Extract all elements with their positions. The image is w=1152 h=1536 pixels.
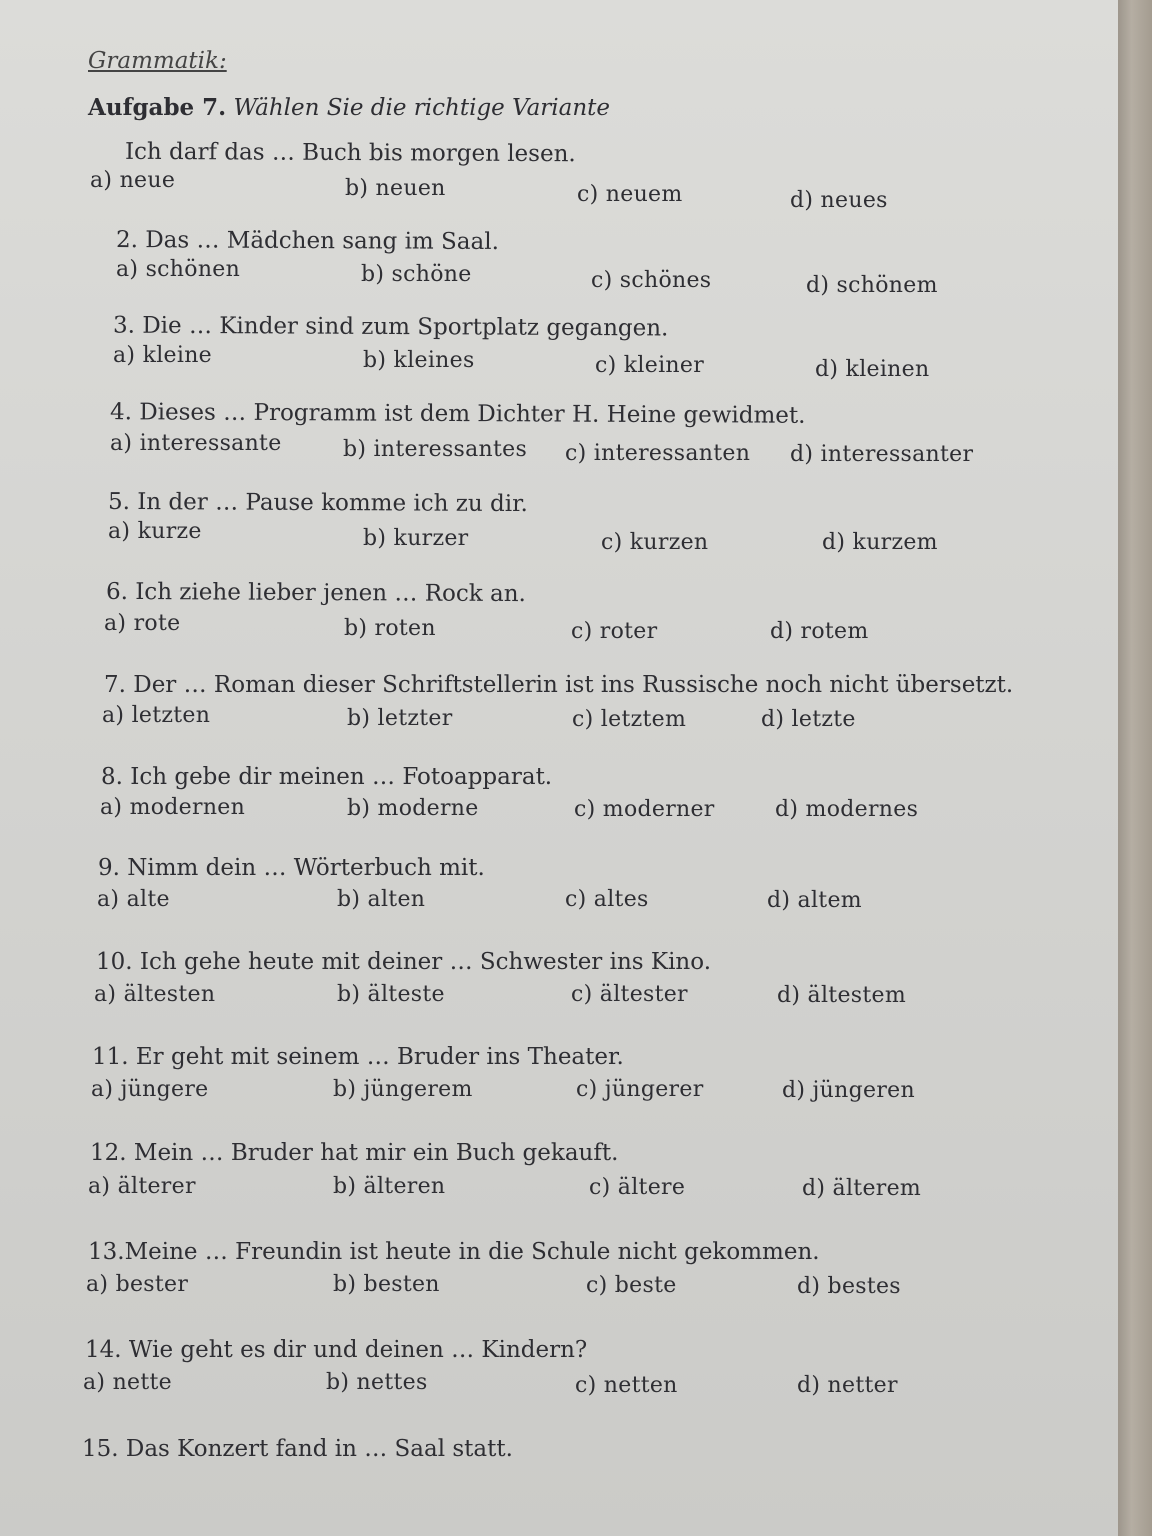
option-c: c) ältester xyxy=(571,982,688,1007)
option-d: d) kleinen xyxy=(815,357,930,382)
option-c: c) schönes xyxy=(591,268,712,293)
question-text: 13.Meine … Freundin ist heute in die Schule nicht gekommen. xyxy=(88,1239,820,1265)
option-c: c) neuem xyxy=(577,182,683,207)
option-c: c) letztem xyxy=(572,707,687,732)
option-b: b) besten xyxy=(333,1272,440,1297)
question-text: 7. Der … Roman dieser Schriftstellerin ist ins Russische noch nicht übersetzt. xyxy=(104,672,1014,698)
section-heading: Grammatik: xyxy=(88,48,227,74)
option-a: a) letzten xyxy=(102,703,211,728)
option-a: a) schönen xyxy=(116,257,241,282)
option-c: c) beste xyxy=(586,1273,677,1298)
option-a: a) modernen xyxy=(100,795,246,820)
option-c: c) netten xyxy=(575,1373,678,1398)
option-a: a) jüngere xyxy=(91,1077,209,1102)
option-a: a) nette xyxy=(83,1370,172,1395)
option-b: b) jüngerem xyxy=(333,1077,473,1102)
option-a: a) kleine xyxy=(113,343,213,368)
option-d: d) interessanter xyxy=(790,442,974,467)
option-d: d) rotem xyxy=(770,619,869,644)
option-b: b) kleines xyxy=(363,348,475,373)
task-title xyxy=(88,94,610,121)
option-c: c) kleiner xyxy=(595,353,705,378)
option-b: b) nettes xyxy=(326,1370,428,1395)
option-a: a) ältesten xyxy=(94,982,216,1007)
option-b: b) roten xyxy=(344,616,436,641)
option-b: b) neuen xyxy=(345,176,446,201)
option-d: d) netter xyxy=(797,1373,898,1398)
option-b: b) älteste xyxy=(337,982,445,1007)
option-d: d) bestes xyxy=(797,1274,901,1299)
option-a: a) bester xyxy=(86,1272,189,1297)
task-number: Aufgabe 7. xyxy=(88,94,227,121)
option-c: c) moderner xyxy=(574,797,715,822)
question-text: 6. Ich ziehe lieber jenen … Rock an. xyxy=(105,578,526,608)
question-text: Ich darf das … Buch bis morgen lesen. xyxy=(124,138,576,168)
option-b: b) kurzer xyxy=(363,526,469,551)
background-surface xyxy=(1118,0,1152,1536)
question-text: 12. Mein … Bruder hat mir ein Buch gekauft. xyxy=(90,1140,619,1166)
option-b: b) letzter xyxy=(347,706,453,731)
option-d: d) letzte xyxy=(761,707,856,732)
option-a: a) neue xyxy=(90,168,176,193)
option-a: a) alte xyxy=(97,887,170,912)
question-text: 14. Wie geht es dir und deinen … Kindern? xyxy=(85,1337,588,1363)
question-text: 8. Ich gebe dir meinen … Fotoapparat. xyxy=(101,764,553,790)
option-c: c) altes xyxy=(565,887,649,912)
option-d: d) altem xyxy=(767,888,862,913)
question-text: 11. Er geht mit seinem … Bruder ins Theater. xyxy=(92,1044,624,1070)
option-b: b) alten xyxy=(337,887,426,912)
option-b: b) interessantes xyxy=(343,437,528,462)
question-text: 9. Nimm dein … Wörterbuch mit. xyxy=(98,855,485,881)
option-b: b) schöne xyxy=(361,262,472,287)
option-c: c) roter xyxy=(571,619,658,644)
option-a: a) rote xyxy=(104,611,181,636)
question-text: 5. In der … Pause komme ich zu dir. xyxy=(107,488,528,518)
task-instruction: Wählen Sie die richtige Variante xyxy=(233,95,611,121)
question-text: 2. Das … Mädchen sang im Saal. xyxy=(115,226,500,256)
option-d: d) schönem xyxy=(806,273,938,298)
question-text: 15. Das Konzert fand in … Saal statt. xyxy=(82,1436,513,1462)
option-d: d) neues xyxy=(790,188,888,213)
option-a: a) kurze xyxy=(108,519,202,544)
option-d: d) jüngeren xyxy=(782,1078,915,1103)
option-d: d) modernes xyxy=(775,797,919,822)
option-d: d) ältestem xyxy=(777,983,906,1008)
question-text: 3. Die … Kinder sind zum Sportplatz gegangen. xyxy=(112,312,669,342)
option-a: a) älterer xyxy=(88,1174,196,1199)
option-d: d) älterem xyxy=(802,1176,922,1201)
option-d: d) kurzem xyxy=(822,530,938,555)
question-text: 10. Ich gehe heute mit deiner … Schwester ins Kino. xyxy=(96,949,712,975)
question-text: 4. Dieses … Programm ist dem Dichter H. Heine gewidmet. xyxy=(109,399,806,429)
option-c: c) jüngerer xyxy=(576,1077,704,1102)
option-c: c) kurzen xyxy=(601,530,709,555)
option-a: a) interessante xyxy=(110,431,282,456)
option-c: c) ältere xyxy=(589,1175,686,1200)
option-c: c) interessanten xyxy=(565,441,751,466)
option-b: b) moderne xyxy=(347,796,479,821)
option-b: b) älteren xyxy=(333,1174,446,1199)
